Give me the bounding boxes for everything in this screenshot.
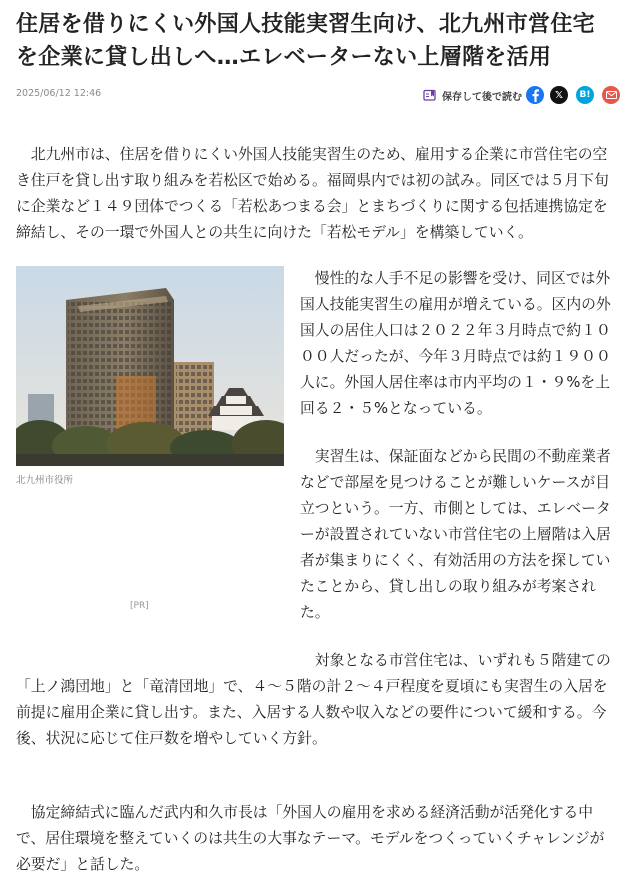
- image-caption: 北九州市役所: [16, 475, 74, 486]
- article-paragraph: 対象となる市営住宅は、いずれも５階建ての「上ノ鴻団地」と「竜清団地」で、４～５階の計２～４戸程度を夏頃にも実習生の入居を前提に雇用企業に貸し出す。また、入居する人数や収入などの要件について緩和する。今後、状況に応じて住戸数を増やしていく方針。: [16, 652, 611, 747]
- facebook-share-button[interactable]: [526, 86, 544, 104]
- mail-share-button[interactable]: [602, 86, 620, 104]
- facebook-icon: [530, 88, 540, 102]
- advertisement-label: [PR]: [130, 601, 149, 611]
- article-paragraph: 北九州市は、住居を借りにくい外国人技能実習生のため、雇用する企業に市営住宅の空き住戸を貸し出す取り組みを若松区で始める。福岡県内では初の試み。同区では５月下旬に企業など１４９団体でつくる「若松あつまる会」とまちづくりに関する包括連携協定を締結し、その一環で外国人との共生に向けた「若松モデル」を構築していく。: [16, 146, 609, 241]
- article-paragraph: 実習生は、保証面などから民間の不動産業者などで部屋を見つけることが難しいケースが目立つという。一方、市側としては、エレベーターが設置されていない市営住宅の上層階は入居者が集まりにくく、有効活用の方法を探していたことから、貸し出しの取り組みが考案された。: [300, 448, 611, 621]
- mail-icon: [606, 91, 617, 99]
- x-share-button[interactable]: [550, 86, 568, 104]
- save-for-later-button[interactable]: [423, 86, 522, 104]
- article-paragraph: 慢性的な人手不足の影響を受け、同区では外国人技能実習生の雇用が増えている。区内の外国人の居住人口は２０２２年３月時点で約１０００人だったが、今年３月時点では約１９００人に。外国人居住率は市内平均の１・９%を上回る２・５%となっている。: [300, 270, 611, 417]
- save-for-later-label: 保存して後で読む: [442, 91, 522, 103]
- article-meta: [16, 86, 620, 104]
- hatena-bookmark-button[interactable]: [576, 86, 594, 104]
- x-icon: 𝕏: [554, 89, 564, 101]
- article-paragraph: 協定締結式に臨んだ武内和久市長は「外国人の雇用を求める経済活動が活発化する中で、居住環境を整えていくのは共生の大事なテーマ。モデルをつくっていくチャレンジが必要だ」と話した。: [16, 804, 605, 873]
- publish-date: 2025/06/12 12:46: [16, 88, 102, 99]
- bookmark-icon: [423, 89, 437, 102]
- city-hall-photo: [16, 266, 284, 466]
- article-headline: 住居を借りにくい外国人技能実習生向け、北九州市営住宅を企業に貸し出しへ…エレベーターない上層階を活用: [16, 12, 595, 70]
- hatena-bookmark-icon: B!: [579, 90, 591, 100]
